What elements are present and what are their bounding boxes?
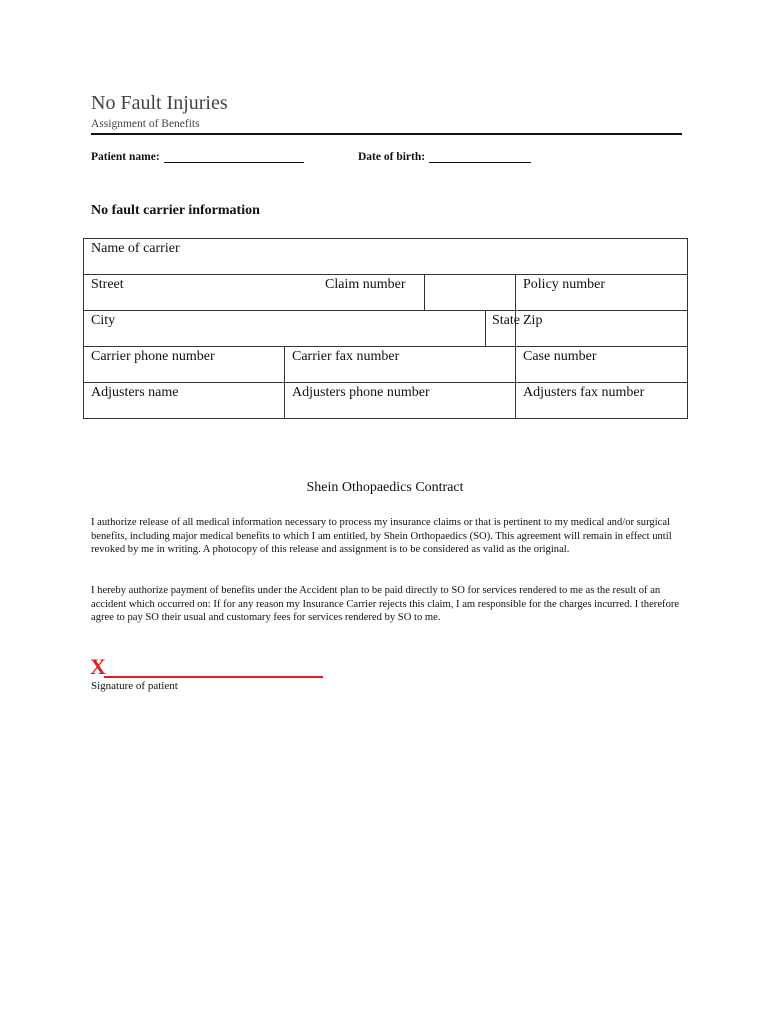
table-row [84, 311, 688, 347]
title-divider [91, 133, 682, 135]
table-row [84, 383, 688, 419]
case-number-cell[interactable]: Case number [516, 347, 688, 383]
patient-name-input-line[interactable] [164, 151, 304, 163]
table-row [84, 239, 688, 275]
authorization-paragraph: I authorize release of all medical information necessary to process my insurance claims or that is pertinent to my medical and/or surgical benefits, including major medical benefits to which I am entitled, by Shein Orthopaedics (SO). This agreement will remain in effect until revoked by me in writing. A photocopy of this release and assignment is to be considered as valid as the original. [91, 517, 672, 556]
table-row [84, 275, 688, 311]
carrier-fax-cell[interactable]: Carrier fax number [285, 347, 516, 383]
payment-paragraph: I hereby authorize payment of benefits under the Accident plan to be paid directly to SO for services rendered to me as the result of an accident which occurred on: If for any reason my Insurance Carrier rejects this claim, I am responsible for the charges incurred. I therefore agree to pay SO their usual and customary fees for services rendered by SO to me. [91, 585, 680, 624]
document-subtitle: Assignment of Benefits [91, 118, 200, 130]
date-of-birth-label: Date of birth: [358, 151, 426, 163]
adjusters-fax-cell[interactable]: Adjusters fax number [516, 383, 688, 419]
patient-name-label: Patient name: [91, 151, 160, 163]
claim-number-cell[interactable] [325, 275, 516, 311]
adjusters-phone-cell[interactable]: Adjusters phone number [285, 383, 516, 419]
claim-number-label: Claim number [325, 277, 406, 292]
state-label: State [492, 313, 520, 328]
date-of-birth-input-line[interactable] [429, 151, 531, 163]
signature-line[interactable] [104, 676, 323, 678]
city-cell[interactable]: City [84, 311, 486, 347]
patient-name-field [91, 151, 304, 163]
adjusters-name-cell[interactable]: Adjusters name [84, 383, 285, 419]
document-title: No Fault Injuries [91, 92, 228, 114]
signature-label: Signature of patient [91, 680, 178, 692]
carrier-info-table [83, 238, 688, 419]
date-of-birth-field [358, 151, 531, 163]
signature-x-mark: X [90, 654, 106, 679]
name-of-carrier-cell[interactable]: Name of carrier [84, 239, 688, 275]
zip-cell[interactable]: Zip [516, 311, 688, 347]
carrier-phone-cell[interactable]: Carrier phone number [84, 347, 285, 383]
state-cell[interactable] [486, 311, 520, 347]
carrier-section-heading: No fault carrier information [91, 203, 260, 218]
table-row [84, 347, 688, 383]
contract-title: Shein Othopaedics Contract [306, 480, 464, 495]
policy-number-cell[interactable]: Policy number [516, 275, 688, 311]
street-cell[interactable]: Street [84, 275, 425, 311]
